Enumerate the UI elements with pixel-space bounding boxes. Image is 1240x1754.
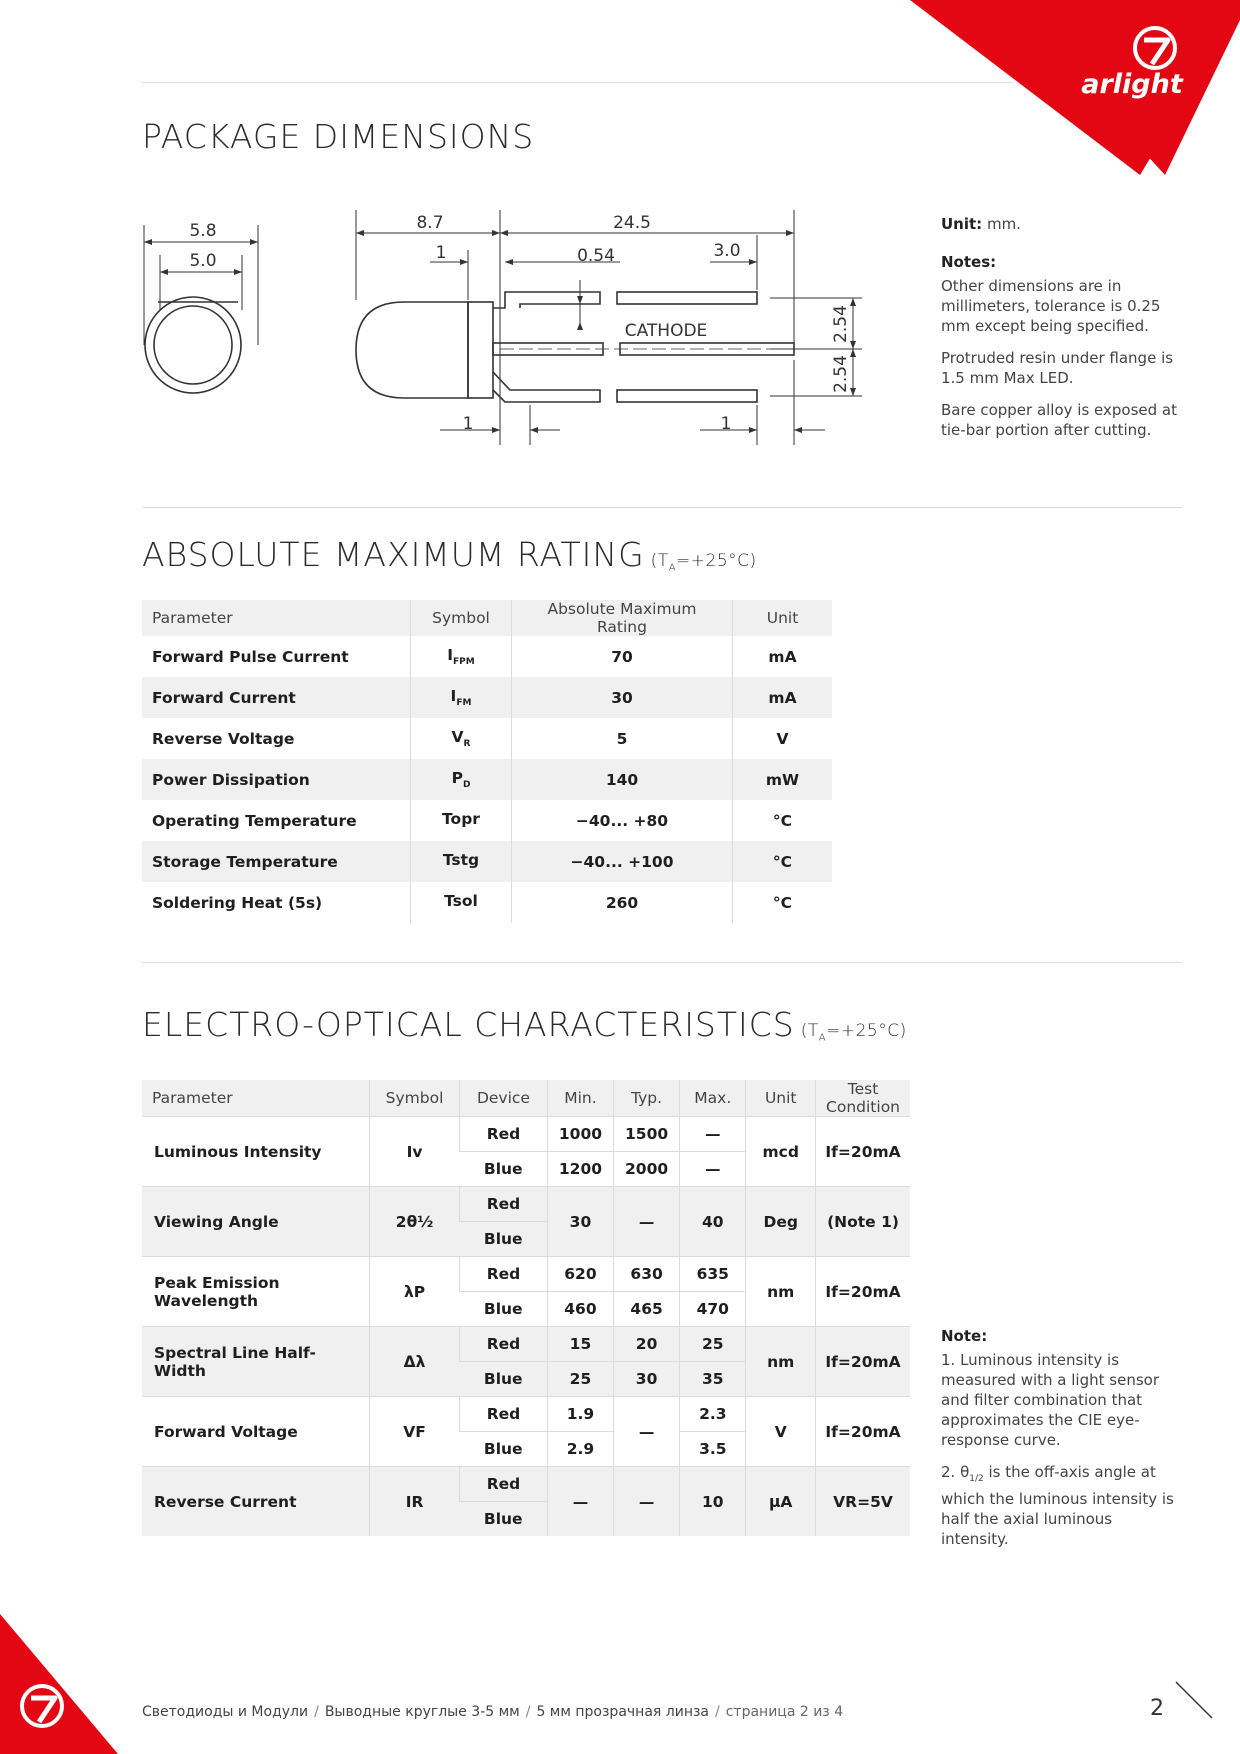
eoc-header-min: Min.: [547, 1080, 613, 1117]
dim-5-0: 5.0: [189, 251, 217, 271]
eoc-row-forward-voltage: [142, 1397, 910, 1432]
amr-title: [142, 535, 757, 574]
eoc-title-text: ELECTRO-OPTICAL CHARACTERISTICS: [142, 1005, 795, 1044]
eoc-max: —: [680, 1117, 746, 1152]
eoc-condition-cell: VR=5V: [816, 1467, 910, 1537]
eoc-max: 470: [680, 1292, 746, 1327]
eoc-device: Blue: [460, 1502, 548, 1537]
eoc-device: Red: [460, 1187, 548, 1222]
eoc-header-parameter: Parameter: [142, 1080, 370, 1117]
eoc-min: 1200: [547, 1152, 613, 1187]
eoc-param: Luminous Intensity: [142, 1117, 370, 1187]
eoc-note-2: 2. $\theta_{1/2}$ is the off-axis angle at which the luminous intensity is half the axial luminous intensity.: [941, 1463, 1174, 1548]
amr-header-rating: Absolute Maximum Rating: [512, 600, 733, 636]
package-dimensions-title: PACKAGE DIMENSIONS: [142, 117, 535, 156]
unit-label: Unit:: [941, 215, 983, 233]
eoc-max: 35: [680, 1362, 746, 1397]
amr-header-symbol: Symbol: [411, 600, 512, 636]
amr-unit: mA: [733, 677, 833, 718]
amr-row: [142, 718, 832, 759]
amr-unit: °C: [733, 800, 833, 841]
absolute-maximum-rating-table: [142, 600, 832, 923]
eoc-condition-cell: If=20mA: [816, 1397, 910, 1467]
amr-title-text: ABSOLUTE MAXIMUM RATING: [142, 535, 645, 574]
amr-symbol: Topr: [411, 800, 512, 841]
footer-page-text: страница 2 из 4: [725, 1704, 844, 1720]
eoc-row-viewing-angle: [142, 1187, 910, 1222]
amr-parameter: Operating Temperature: [152, 811, 357, 830]
eoc-typ: 465: [614, 1292, 680, 1327]
eoc-unit: μA: [746, 1467, 816, 1537]
eoc-symbol: Iv: [370, 1117, 460, 1187]
amr-value: −40... +100: [512, 841, 733, 882]
eoc-device: Blue: [460, 1292, 548, 1327]
amr-condition: $(T_A=+25^\circ C)$: [650, 551, 757, 574]
amr-value: 5: [512, 718, 733, 759]
dim-2-54-top: 2.54: [831, 305, 851, 343]
eoc-symbol: VF: [370, 1397, 460, 1467]
eoc-min: 30: [547, 1187, 613, 1257]
footer-crumb-2[interactable]: Выводные круглые 3-5 мм: [324, 1704, 520, 1720]
eoc-min: 1000: [547, 1117, 613, 1152]
eoc-note-label: Note:: [941, 1327, 988, 1345]
amr-symbol: Tstg: [411, 841, 512, 882]
amr-unit: mW: [733, 759, 833, 800]
page-corner-slash-icon: [1174, 1680, 1214, 1720]
eoc-unit: V: [746, 1397, 816, 1467]
dim-24-5: 24.5: [613, 213, 651, 233]
eoc-unit: Deg: [746, 1187, 816, 1257]
brand-name: arlight: [1081, 69, 1183, 100]
dim-2-54-bottom: 2.54: [831, 355, 851, 393]
eoc-param: Forward Voltage: [142, 1397, 370, 1467]
amr-row: [142, 677, 832, 718]
amr-symbol: $I_{FM}$: [411, 677, 512, 718]
footer-breadcrumb: [142, 1704, 843, 1720]
eoc-condition-cell: If=20mA: [816, 1117, 910, 1187]
unit-value: mm.: [986, 215, 1021, 233]
eoc-min: —: [547, 1467, 613, 1537]
eoc-condition-cell: (Note 1): [816, 1187, 910, 1257]
amr-symbol: Tsol: [411, 882, 512, 923]
eoc-typ: —: [614, 1467, 680, 1537]
eoc-min: 1.9: [547, 1397, 613, 1432]
amr-unit: V: [733, 718, 833, 759]
eoc-symbol: λP: [370, 1257, 460, 1327]
footer-crumb-3[interactable]: 5 мм прозрачная линза: [536, 1704, 709, 1720]
amr-unit: mA: [733, 636, 833, 677]
amr-header-row: [142, 600, 832, 636]
amr-value: 260: [512, 882, 733, 923]
eoc-min: 15: [547, 1327, 613, 1362]
amr-unit: °C: [733, 882, 833, 923]
amr-header-unit: Unit: [733, 600, 833, 636]
eoc-typ: 30: [614, 1362, 680, 1397]
eoc-max: 10: [680, 1467, 746, 1537]
dim-3-0: 3.0: [713, 241, 741, 261]
eoc-symbol: 2θ½: [370, 1187, 460, 1257]
eoc-max: 635: [680, 1257, 746, 1292]
eoc-condition-cell: If=20mA: [816, 1327, 910, 1397]
amr-row: [142, 800, 832, 841]
eoc-param: Peak Emission Wavelength: [142, 1257, 370, 1327]
package-note-2: Protruded resin under flange is 1.5 mm Max LED.: [941, 349, 1174, 387]
package-dimensions-drawing: [130, 200, 870, 460]
eoc-header-test-condition: Test Condition: [816, 1080, 910, 1117]
eoc-max: 40: [680, 1187, 746, 1257]
eoc-device: Red: [460, 1257, 548, 1292]
amr-parameter: Soldering Heat (5s): [152, 893, 323, 912]
footer-sep: /: [525, 1704, 531, 1720]
eoc-header-row: [142, 1080, 910, 1117]
eoc-header-device: Device: [460, 1080, 548, 1117]
amr-symbol: $P_D$: [411, 759, 512, 800]
amr-symbol: $V_R$: [411, 718, 512, 759]
amr-parameter: Forward Current: [142, 677, 411, 718]
eoc-typ: 1500: [614, 1117, 680, 1152]
eoc-header-unit: Unit: [746, 1080, 816, 1117]
eoc-unit: nm: [746, 1257, 816, 1327]
footer-sep: /: [314, 1704, 319, 1720]
page-number: 2: [1150, 1696, 1164, 1721]
eoc-min: 2.9: [547, 1432, 613, 1467]
eoc-device: Blue: [460, 1222, 548, 1257]
eoc-device: Red: [460, 1327, 548, 1362]
dim-8-7: 8.7: [416, 213, 444, 233]
eoc-max: 25: [680, 1327, 746, 1362]
amr-value: 70: [512, 636, 733, 677]
amr-parameter: Power Dissipation: [142, 759, 411, 800]
amr-value: −40... +80: [512, 800, 733, 841]
eoc-condition: $(T_A=+25^\circ C)$: [800, 1021, 907, 1044]
amr-parameter: Storage Temperature: [142, 841, 411, 882]
eoc-max: 2.3: [680, 1397, 746, 1432]
eoc-param: Viewing Angle: [142, 1187, 370, 1257]
footer-sep: /: [715, 1704, 720, 1720]
package-note-3: Bare copper alloy is exposed at tie-bar portion after cutting.: [941, 401, 1177, 439]
eoc-device: Red: [460, 1397, 548, 1432]
eoc-typ: —: [614, 1397, 680, 1467]
eoc-row-spectral-half-width: [142, 1327, 910, 1362]
eoc-header-max: Max.: [680, 1080, 746, 1117]
eoc-device: Red: [460, 1467, 548, 1502]
notes-label: Notes:: [941, 253, 997, 271]
eoc-min: 25: [547, 1362, 613, 1397]
amr-row: [142, 759, 832, 800]
eoc-max: —: [680, 1152, 746, 1187]
dim-1-top: 1: [435, 243, 447, 263]
dim-0-54: 0.54: [577, 246, 615, 266]
eoc-header-symbol: Symbol: [370, 1080, 460, 1117]
footer-crumb-1[interactable]: Светодиоды и Модули: [142, 1704, 309, 1720]
eoc-unit: nm: [746, 1327, 816, 1397]
amr-unit: °C: [733, 841, 833, 882]
dim-1-bottom-left: 1: [462, 414, 474, 434]
amr-value: 30: [512, 677, 733, 718]
amr-parameter: Reverse Voltage: [152, 729, 295, 748]
eoc-typ: —: [614, 1187, 680, 1257]
amr-symbol: $I_{FPM}$: [411, 636, 512, 677]
cathode-label: CATHODE: [624, 321, 708, 341]
dim-5-8: 5.8: [189, 221, 217, 241]
eoc-notes: [941, 1326, 1181, 1561]
eoc-device: Red: [460, 1117, 548, 1152]
eoc-row-peak-wavelength: [142, 1257, 910, 1292]
eoc-symbol: IR: [370, 1467, 460, 1537]
eoc-max: 3.5: [680, 1432, 746, 1467]
package-notes: [941, 214, 1181, 452]
eoc-min: 460: [547, 1292, 613, 1327]
eoc-typ: 2000: [614, 1152, 680, 1187]
brand-corner-top: [910, 0, 1240, 180]
amr-value: 140: [512, 759, 733, 800]
eoc-param: Spectral Line Half-Width: [142, 1327, 370, 1397]
eoc-title: [142, 1005, 907, 1044]
eoc-row-reverse-current: [142, 1467, 910, 1502]
eoc-typ: 20: [614, 1327, 680, 1362]
brand-corner-bottom: [0, 1614, 120, 1754]
eoc-typ: 630: [614, 1257, 680, 1292]
amr-row: [142, 636, 832, 677]
amr-row: [142, 882, 832, 923]
eoc-param: Reverse Current: [142, 1467, 370, 1537]
package-note-1: Other dimensions are in millimeters, tolerance is 0.25 mm except being specified.: [941, 277, 1161, 335]
eoc-condition-cell: If=20mA: [816, 1257, 910, 1327]
electro-optical-table: [142, 1080, 910, 1536]
amr-row: [142, 841, 832, 882]
eoc-header-typ: Typ.: [614, 1080, 680, 1117]
amr-header-parameter: Parameter: [142, 600, 411, 636]
eoc-device: Blue: [460, 1362, 548, 1397]
eoc-unit: mcd: [746, 1117, 816, 1187]
eoc-row-luminous-intensity: [142, 1117, 910, 1152]
amr-parameter: Forward Pulse Current: [152, 647, 349, 666]
dim-1-bottom-right: 1: [720, 414, 732, 434]
eoc-symbol: Δλ: [370, 1327, 460, 1397]
eoc-note-1: 1. Luminous intensity is measured with a light sensor and filter combination that approximates the CIE eye-response curve.: [941, 1351, 1159, 1449]
eoc-min: 620: [547, 1257, 613, 1292]
eoc-device: Blue: [460, 1152, 548, 1187]
eoc-device: Blue: [460, 1432, 548, 1467]
